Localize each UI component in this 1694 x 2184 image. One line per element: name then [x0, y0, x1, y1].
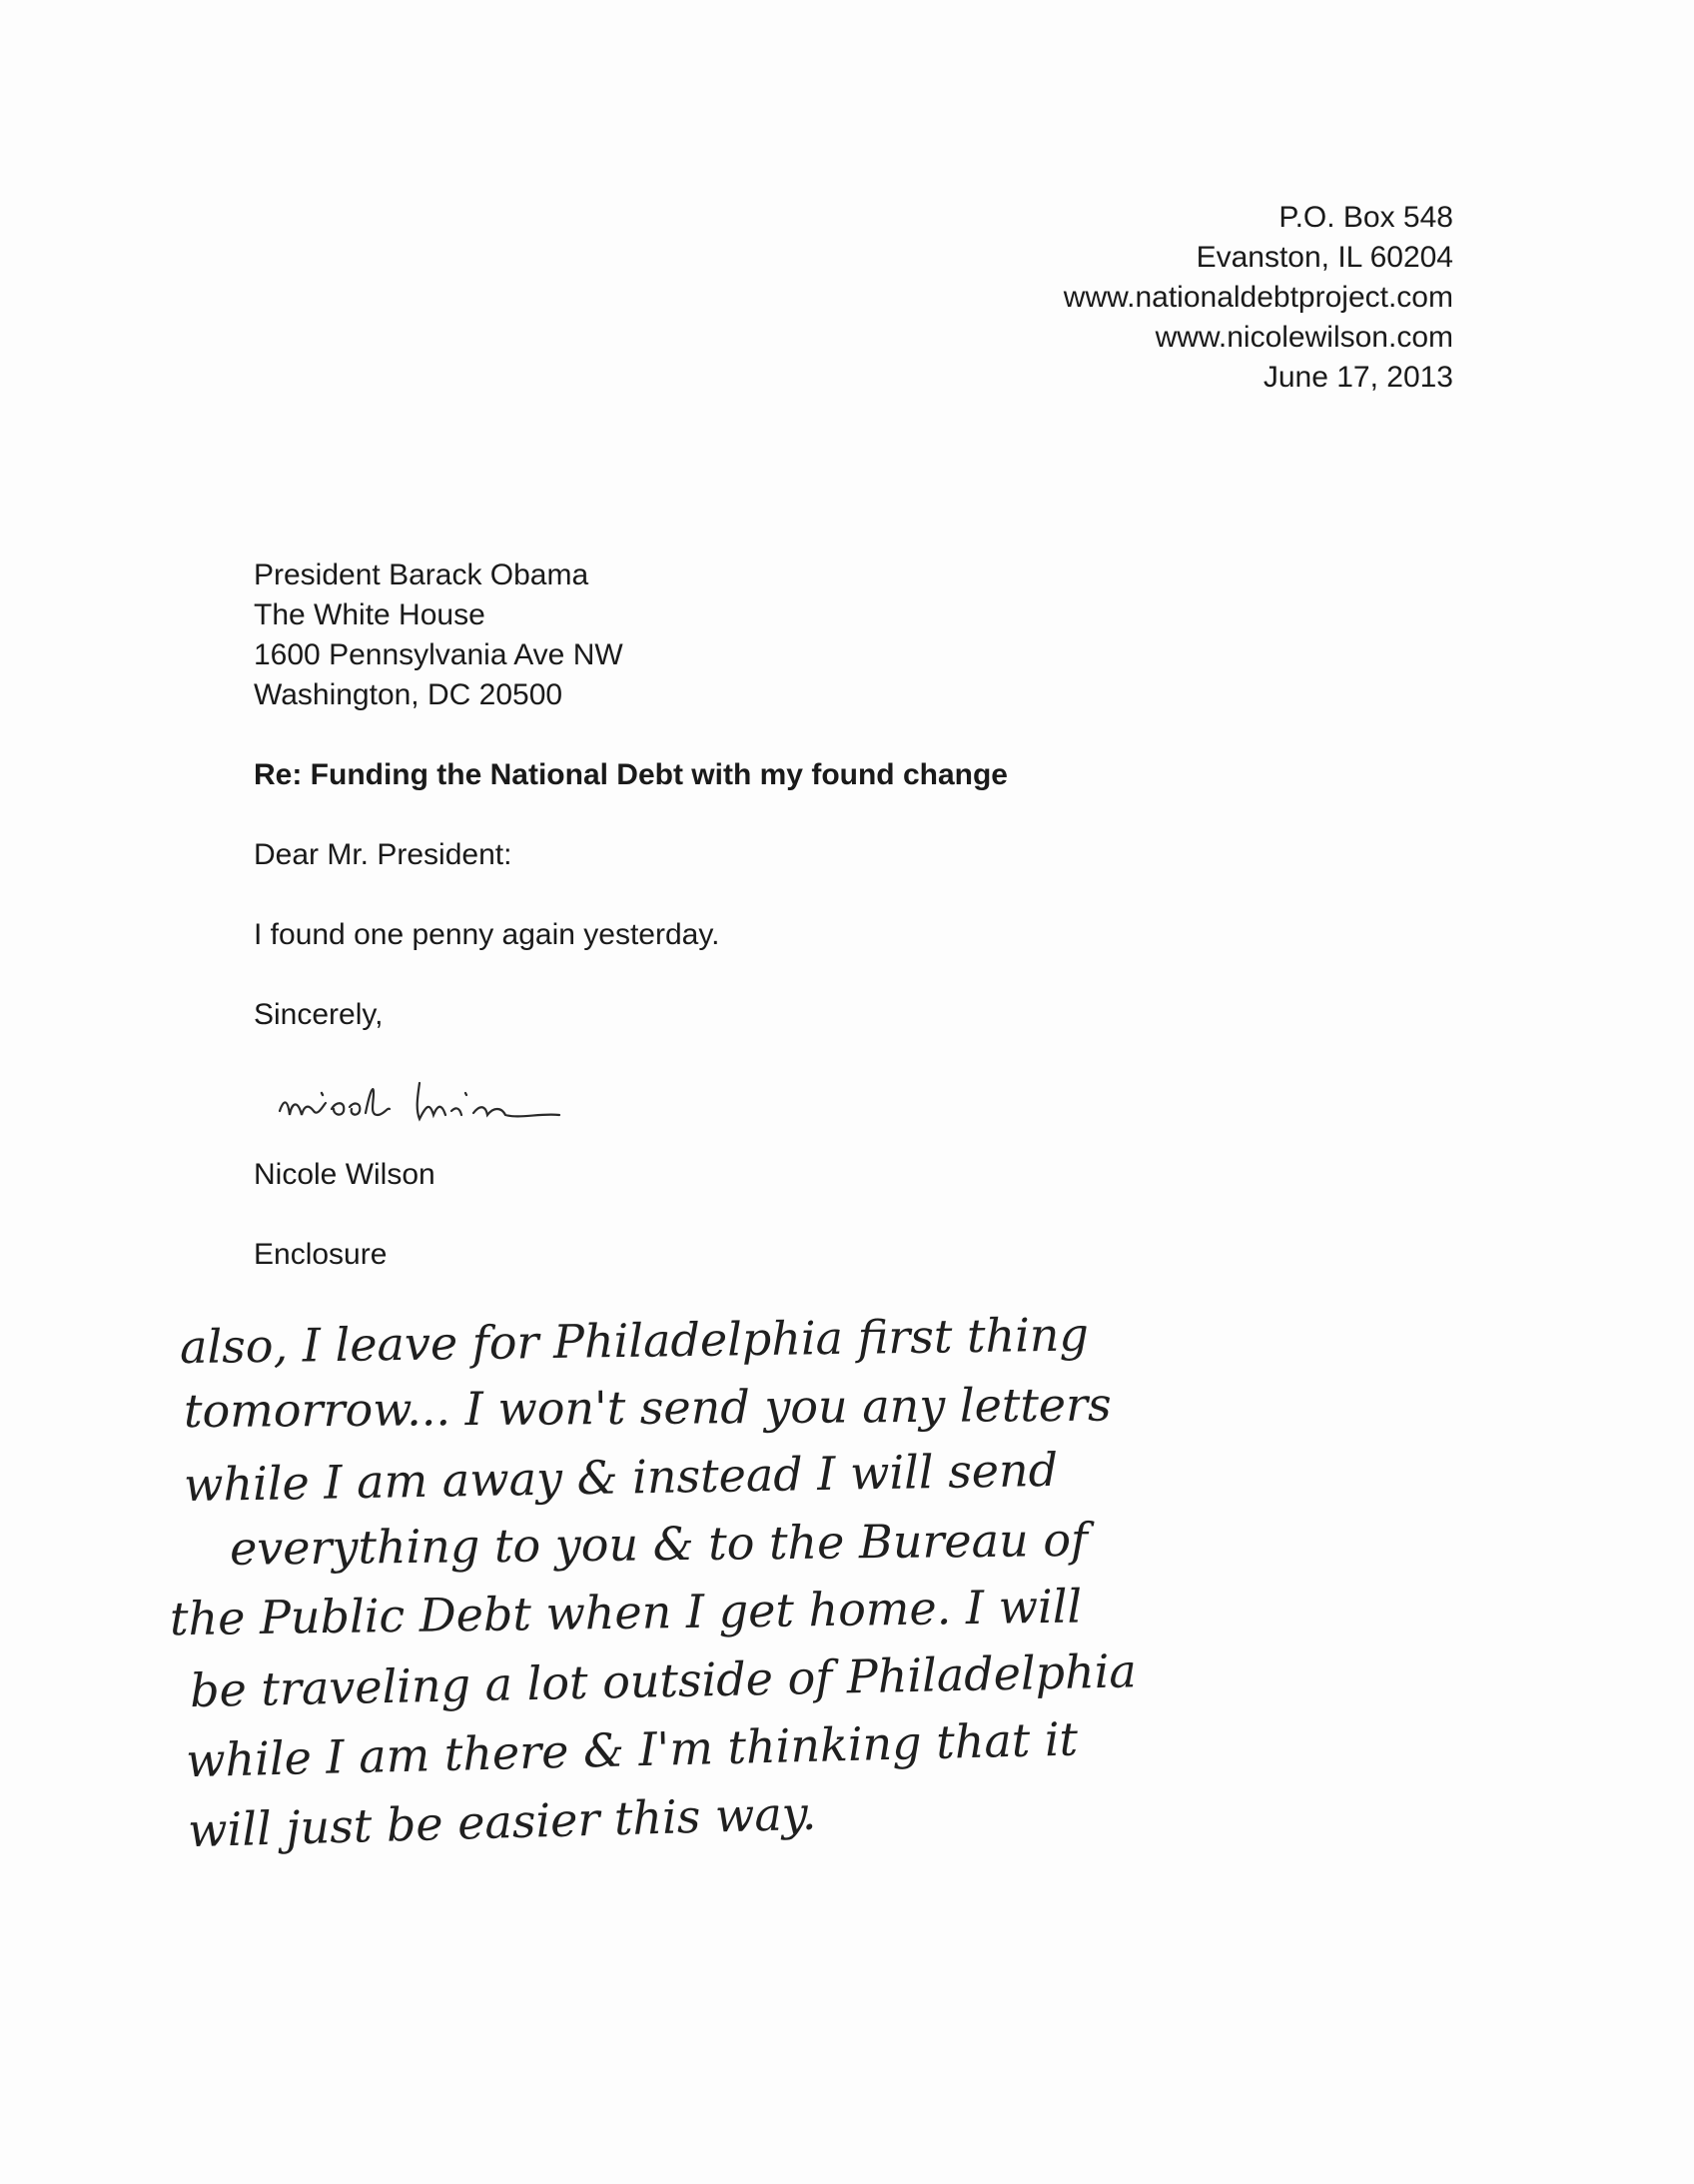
letter-body: I found one penny again yesterday. — [254, 918, 720, 951]
subject-line: Re: Funding the National Debt with my found change — [254, 758, 1008, 791]
recipient-name: President Barack Obama — [254, 558, 589, 591]
recipient-address — [254, 555, 623, 715]
salutation: Dear Mr. President: — [254, 838, 512, 871]
handwritten-line: while I am away & instead I will send — [183, 1442, 1059, 1513]
sender-city-state-zip: Evanston, IL 60204 — [1196, 241, 1453, 274]
letter-date: June 17, 2013 — [1263, 361, 1453, 394]
handwritten-line: tomorrow... I won't send you any letters — [183, 1377, 1112, 1439]
sender-po-box: P.O. Box 548 — [1278, 201, 1453, 234]
handwritten-line: everything to you & to the Bureau of — [229, 1512, 1089, 1576]
closing: Sincerely, — [254, 998, 384, 1031]
sender-website-1: www.nationaldebtproject.com — [1063, 281, 1453, 314]
sender-address — [1064, 198, 1453, 398]
handwritten-line: also, I leave for Philadelphia first thing — [179, 1307, 1090, 1375]
sender-website-2: www.nicolewilson.com — [1155, 321, 1453, 354]
recipient-organization: The White House — [254, 598, 485, 631]
handwritten-line: be traveling a lot outside of Philadelphia — [189, 1643, 1138, 1718]
handwritten-postscript — [169, 1305, 1348, 1858]
handwritten-line: the Public Debt when I get home. I will — [169, 1579, 1083, 1646]
recipient-street: 1600 Pennsylvania Ave NW — [254, 638, 623, 671]
signer-name: Nicole Wilson — [254, 1158, 435, 1191]
signature-image — [270, 1063, 649, 1143]
enclosure-note: Enclosure — [254, 1238, 388, 1271]
handwritten-line: will just be easier this way. — [187, 1785, 817, 1858]
handwritten-line: while I am there & I'm thinking that it — [185, 1711, 1079, 1788]
recipient-city-state-zip: Washington, DC 20500 — [254, 678, 563, 711]
